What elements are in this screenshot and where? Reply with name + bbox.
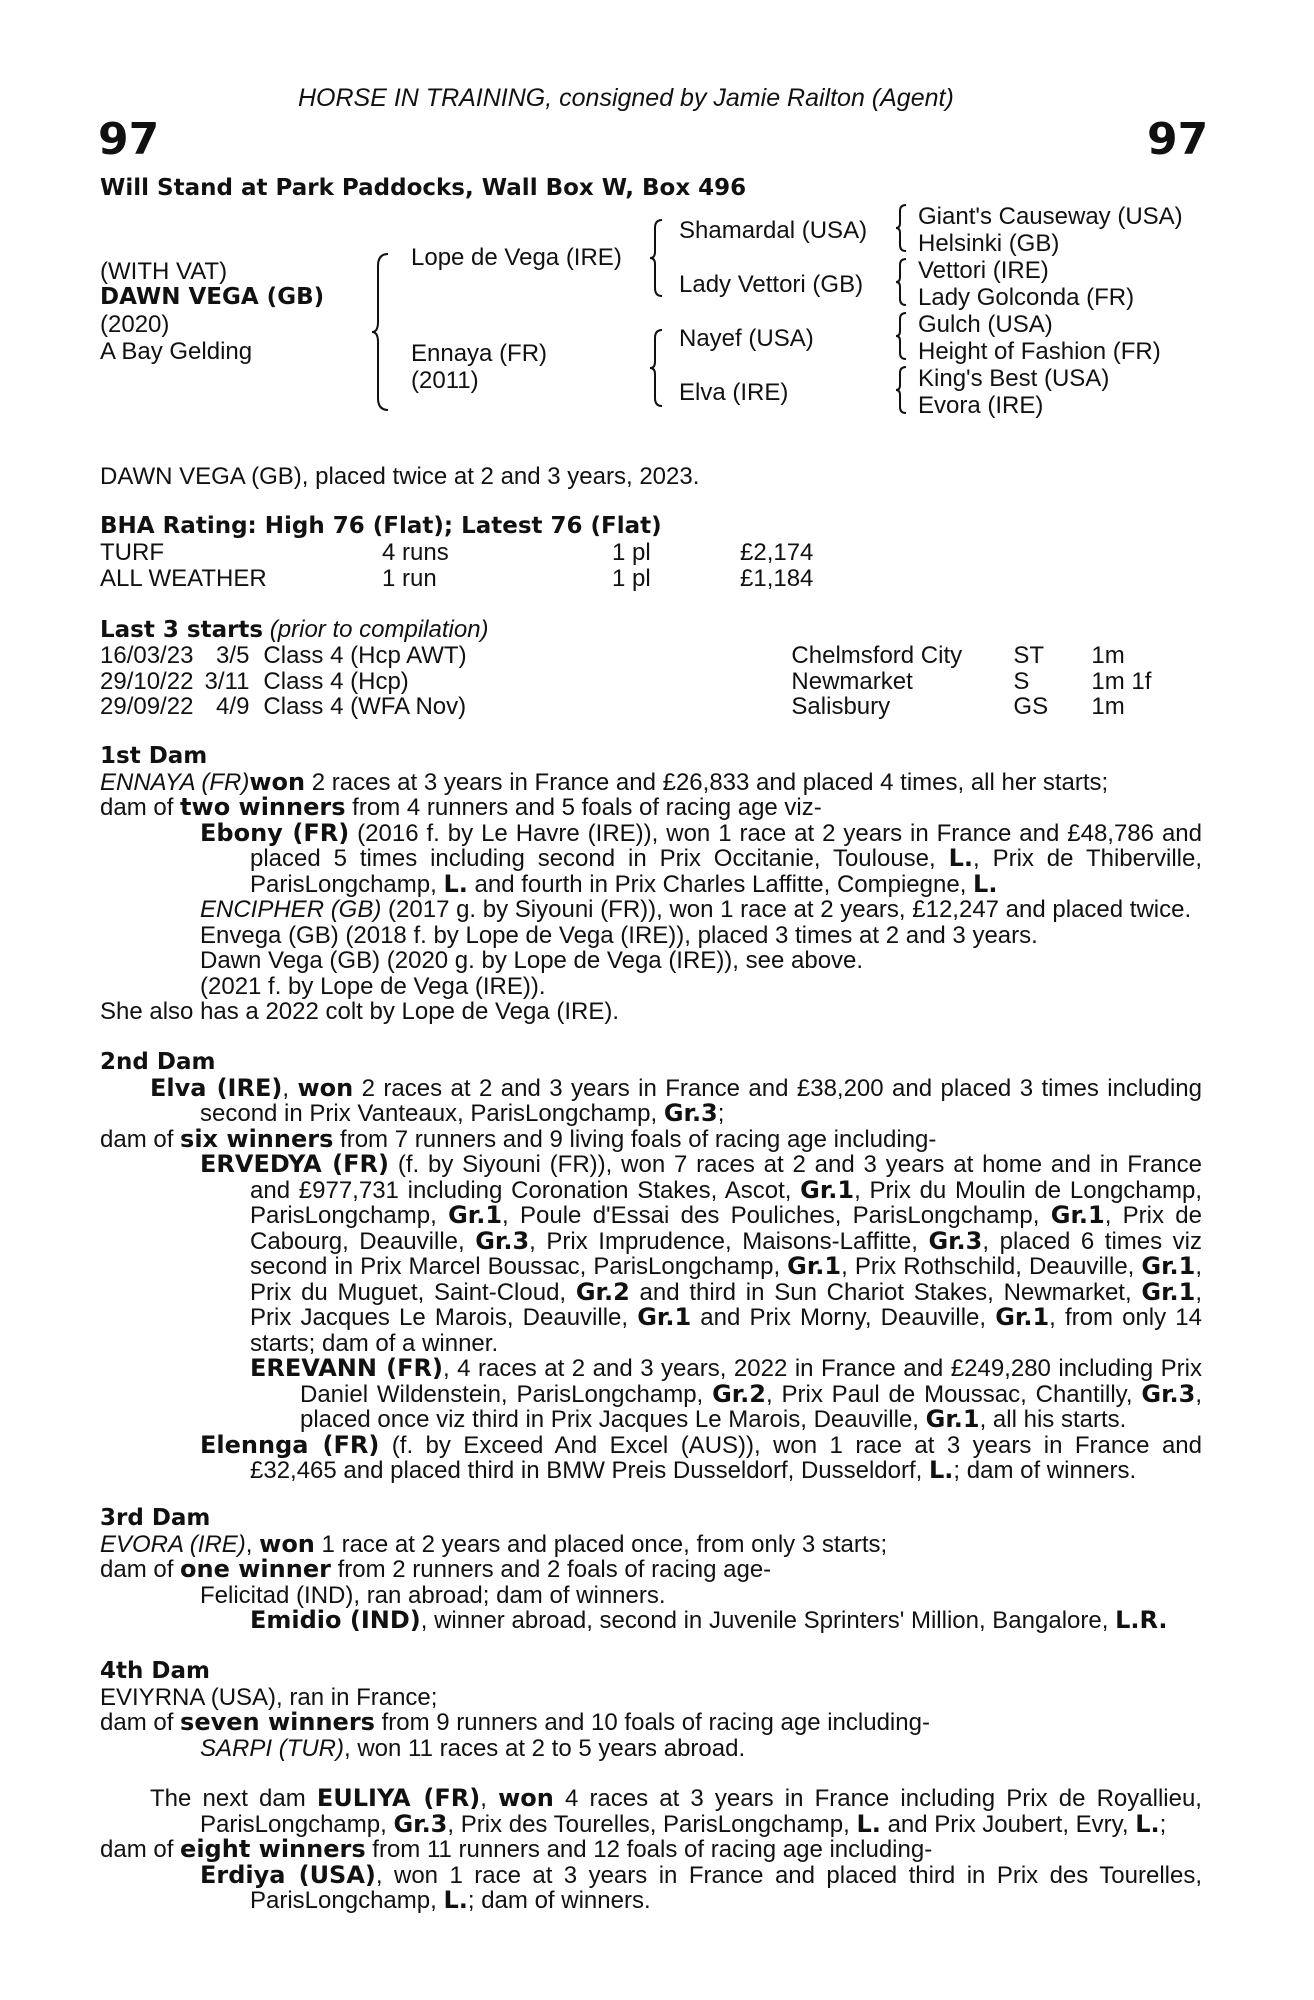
start-date: 29/09/22: [100, 693, 194, 720]
race-grade: L.: [948, 844, 974, 872]
start-date: 16/03/23: [100, 642, 194, 669]
second-dam-record: Elva (IRE), won 2 races at 2 and 3 years in France and £38,200 and placed 3 times including second in Prix Vanteaux, ParisLongchamp, Gr.3;: [150, 1073, 1202, 1127]
text: and Prix Joubert, Evry,: [880, 1810, 1136, 1838]
race-grade: Gr.3: [475, 1226, 530, 1255]
last-starts-heading: [100, 617, 489, 644]
won-label: won: [249, 767, 306, 796]
rating-surface: ALL WEATHER: [100, 564, 267, 592]
start-course: Chelmsford City: [791, 642, 963, 669]
first-dam-produce-intro: [100, 795, 1202, 821]
pedigree-dam-dam: Elva (IRE): [679, 379, 789, 406]
second-dam-title: 2nd Dam: [100, 1049, 216, 1075]
third-dam-record: EVORA (IRE), won 1 race at 2 years and placed once, from only 3 starts;: [100, 1529, 888, 1558]
race-grade: Gr.3: [393, 1809, 448, 1838]
text: (f. by Exceed And Excel (AUS)), won 1 race at 3 years in France and £32,465 and placed third in BMW Preis Dusseldorf, Dusseldorf,: [250, 1431, 1202, 1484]
winners-count: eight winners: [180, 1835, 366, 1863]
race-grade: Gr.3: [928, 1226, 983, 1255]
pedigree-brace-sire: [648, 218, 666, 298]
produce-envega: Envega (GB) (2018 f. by Lope de Vega (IRE)), placed 3 times at 2 and 3 years.: [200, 921, 1038, 949]
text: (2017 g. by Siyouni (FR)), won 1 race at 2 years, £12,247 and placed twice.: [381, 896, 1192, 923]
won-label: won: [259, 1529, 315, 1558]
race-grade: L.R.: [1115, 1606, 1168, 1634]
rating-runs: 1 run: [382, 564, 437, 592]
text: , winner abroad, second in Juvenile Sprinters' Million, Bangalore,: [420, 1607, 1116, 1634]
pedigree-dam-sire: Nayef (USA): [679, 325, 814, 352]
start-course: Newmarket: [791, 667, 913, 695]
text: from 9 runners and 10 foals of racing age including-: [374, 1709, 930, 1736]
start-course: Salisbury: [791, 693, 891, 720]
fourth-dam-produce-intro: [100, 1710, 1202, 1736]
last-starts-table: [100, 643, 1151, 720]
horse-description: A Bay Gelding: [100, 338, 253, 365]
produce-sarpi: [100, 1736, 1202, 1762]
dam-name: Elva (IRE): [150, 1073, 283, 1102]
produce-2021: (2021 f. by Lope de Vega (IRE)).: [200, 972, 546, 1000]
text: , Prix du Moulin de Longchamp, ParisLongchamp,: [250, 1176, 1202, 1229]
pedigree-g8: Evora (IRE): [918, 392, 1044, 419]
text: 2 races at 2 and 3 years in France and £38,200 and placed 3 times including second in Prix Vanteaux, ParisLongchamp,: [200, 1074, 1202, 1127]
start-distance: 1m 1f: [1091, 667, 1152, 695]
race-grade: L.: [1135, 1809, 1160, 1838]
text: (f. by Siyouni (FR)), won 7 races at 2 and 3 years at home and in France and £977,731 including Coronation Stakes, Ascot,: [250, 1151, 1202, 1204]
lot-number-left: 97: [98, 114, 160, 165]
pedigree-sire-sire: Shamardal (USA): [679, 217, 868, 244]
rating-row-turf: [100, 540, 813, 566]
text: , Prix Rothschild, Deauville,: [841, 1253, 1142, 1280]
text: , won 1 race at 3 years in France and placed third in Prix des Tourelles, ParisLongchamp,: [250, 1861, 1202, 1914]
pedigree-sire: Lope de Vega (IRE): [411, 244, 622, 271]
text: and fourth in Prix Charles Laffitte, Compiegne,: [467, 870, 974, 898]
rating-surface: TURF: [100, 539, 164, 566]
pedigree-g5: Gulch (USA): [918, 311, 1053, 338]
race-grade: Gr.1: [637, 1303, 692, 1331]
dam-name: EVORA (IRE): [100, 1530, 246, 1558]
produce-name: ENCIPHER (GB): [200, 896, 382, 923]
pedigree-dam-year: (2011): [411, 367, 479, 394]
last-starts-note: (prior to compilation): [269, 616, 489, 643]
produce-elennga: [100, 1430, 1202, 1484]
race-grade: L.: [929, 1456, 954, 1484]
second-dam-section: [100, 1050, 1202, 1484]
pedigree-g7: King's Best (USA): [918, 365, 1110, 392]
start-position: 3/5: [216, 642, 250, 669]
dam-name: EULIYA (FR): [316, 1784, 481, 1812]
race-grade: L.: [443, 1886, 468, 1914]
race-grade: L.: [443, 869, 468, 898]
race-grade: Gr.3: [1141, 1379, 1196, 1408]
text: , Prix Imprudence, Maisons-Laffitte,: [529, 1227, 929, 1255]
text: dam of: [100, 794, 181, 821]
rating-money: £1,184: [740, 564, 814, 592]
text: , placed 6 times viz second in Prix Marcel Boussac, ParisLongchamp,: [250, 1227, 1203, 1280]
third-dam-section: [100, 1506, 1202, 1634]
pedigree-brace-main: [370, 252, 392, 412]
produce-ebony: [100, 818, 1202, 898]
rating-placed: 1 pl: [612, 564, 651, 592]
bha-rating-title: BHA Rating: High 76 (Flat); Latest 76 (Flat): [100, 513, 662, 539]
first-dam-record: [100, 767, 1202, 796]
rating-placed: 1 pl: [612, 539, 651, 566]
produce-name: Ebony (FR): [200, 818, 350, 847]
start-date: 29/10/22: [100, 667, 194, 695]
race-grade: Gr.1: [1141, 1252, 1196, 1280]
race-grade: Gr.3: [663, 1099, 718, 1127]
produce-erdiya: [100, 1860, 1202, 1914]
text: , all his starts.: [979, 1406, 1127, 1433]
pedigree-g1: Giant's Causeway (USA): [918, 203, 1183, 230]
fourth-dam-record: EVIYRNA (USA), ran in France;: [100, 1683, 438, 1711]
text: ; dam of winners.: [467, 1887, 651, 1914]
next-dam-section: [100, 1786, 1202, 1914]
race-grade: L.: [973, 869, 998, 898]
text: , Prix de Cabourg, Deauville,: [250, 1202, 1202, 1255]
race-grade: Gr.1: [1141, 1277, 1196, 1306]
vat-note: (WITH VAT): [100, 258, 228, 285]
text: , placed once viz third in Prix Jacques Le Marois, Deauville,: [300, 1380, 1202, 1433]
text: , won 11 races at 2 to 5 years abroad.: [344, 1734, 746, 1762]
start-distance: 1m: [1091, 642, 1125, 669]
race-grade: Gr.1: [448, 1201, 503, 1229]
produce-name: EREVANN (FR): [250, 1354, 443, 1382]
race-grade: Gr.2: [575, 1277, 630, 1306]
text: 4 races at 3 years in France including Prix de Royallieu, ParisLongchamp,: [200, 1785, 1202, 1838]
first-dam-title: 1st Dam: [100, 743, 208, 769]
start-position: 4/9: [216, 693, 250, 720]
winners-count: six winners: [180, 1124, 334, 1153]
produce-encipher: [100, 897, 1202, 923]
start-distance: 1m: [1091, 693, 1125, 720]
text: , 4 races at 2 and 3 years, 2022 in France and £249,280 including Prix Daniel Wildenstein, ParisLongchamp,: [300, 1355, 1202, 1408]
winners-count: two winners: [180, 793, 346, 821]
fourth-dam-title: 4th Dam: [100, 1658, 210, 1684]
text: 1 race at 2 years and placed once, from only 3 starts;: [314, 1530, 888, 1558]
text: and third in Sun Chariot Stakes, Newmarket,: [629, 1278, 1142, 1306]
text: , Prix du Muguet, Saint-Cloud,: [250, 1253, 1202, 1306]
won-label: won: [498, 1784, 554, 1812]
start-race: Class 4 (Hcp): [263, 667, 409, 695]
text: ; dam of winners.: [953, 1457, 1137, 1484]
pedigree-brace-dam: [648, 328, 666, 408]
produce-name: SARPI (TUR): [200, 1734, 344, 1762]
start-position: 3/11: [204, 667, 250, 695]
race-summary: DAWN VEGA (GB), placed twice at 2 and 3 years, 2023.: [100, 463, 700, 490]
first-dam-also: She also has a 2022 colt by Lope de Vega (IRE).: [100, 998, 620, 1025]
start-row: [100, 694, 1151, 720]
pedigree-g6: Height of Fashion (FR): [918, 338, 1161, 365]
text: from 7 runners and 9 living foals of racing age including-: [333, 1125, 937, 1153]
start-going: ST: [1013, 642, 1045, 669]
text: dam of: [100, 1836, 181, 1863]
produce-ervedya: [100, 1152, 1202, 1356]
third-dam-produce-intro: [100, 1557, 1202, 1583]
dam-name: ENNAYA (FR): [100, 768, 250, 796]
pedigree-dam: Ennaya (FR): [411, 340, 548, 367]
pedigree-g2: Helsinki (GB): [918, 230, 1060, 257]
text: , Poule d'Essai des Pouliches, ParisLongchamp,: [502, 1202, 1051, 1229]
text: dam of: [100, 1709, 181, 1736]
start-going: S: [1013, 667, 1030, 695]
race-grade: L.: [856, 1809, 881, 1838]
pedigree-brace-g3: [894, 311, 910, 361]
rating-money: £2,174: [740, 539, 814, 566]
second-dam-produce-intro: [100, 1124, 1202, 1153]
pedigree-brace-g2: [894, 257, 910, 307]
race-grade: Gr.1: [995, 1303, 1050, 1331]
text: , Prix Jacques Le Marois, Deauville,: [250, 1278, 1202, 1331]
pedigree-brace-g1: [894, 203, 910, 253]
text: from 11 runners and 12 foals of racing age including-: [365, 1836, 933, 1863]
third-dam-title: 3rd Dam: [100, 1505, 211, 1531]
horse-name: DAWN VEGA (GB): [100, 284, 325, 310]
start-going: GS: [1013, 693, 1049, 720]
produce-name: Emidio (IND): [250, 1606, 421, 1634]
stand-location: Will Stand at Park Paddocks, Wall Box W, Box 496: [100, 175, 747, 201]
race-grade: Gr.1: [925, 1405, 980, 1433]
rating-runs: 4 runs: [382, 539, 449, 566]
text: from 4 runners and 5 foals of racing age viz-: [345, 794, 822, 821]
pedigree-brace-g4: [894, 365, 910, 415]
text: (2016 f. by Le Havre (IRE)), won 1 race at 2 years in France and £48,786 and placed 5 times including second in Prix Occitanie, Toulouse,: [250, 819, 1202, 872]
start-row: [100, 669, 1151, 695]
produce-name: ERVEDYA (FR): [200, 1150, 389, 1178]
won-label: won: [297, 1073, 354, 1102]
winners-count: one winner: [180, 1555, 331, 1583]
next-dam-record: [100, 1786, 1202, 1837]
race-grade: Gr.1: [787, 1252, 842, 1280]
text: , Prix Paul de Moussac, Chantilly,: [766, 1380, 1142, 1408]
fourth-dam-section: [100, 1659, 1202, 1761]
race-grade: Gr.1: [1050, 1201, 1105, 1229]
produce-felicitad: Felicitad (IND), ran abroad; dam of winners.: [200, 1581, 666, 1609]
text: ,: [480, 1785, 499, 1812]
text: from 2 runners and 2 foals of racing age-: [330, 1556, 772, 1583]
produce-name: Elennga (FR): [200, 1430, 380, 1459]
start-race: Class 4 (Hcp AWT): [263, 642, 467, 669]
pedigree-sire-dam: Lady Vettori (GB): [679, 271, 864, 298]
text: dam of: [100, 1125, 181, 1153]
produce-emidio: [100, 1608, 1202, 1634]
catalogue-subtitle: HORSE IN TRAINING, consigned by Jamie Railton (Agent): [298, 84, 954, 112]
start-race: Class 4 (WFA Nov): [263, 693, 467, 720]
text: , from only 14 starts; dam of a winner.: [250, 1304, 1202, 1357]
text: dam of: [100, 1556, 181, 1583]
rating-table: [100, 540, 813, 591]
text: , Prix de Thiberville, ParisLongchamp,: [250, 845, 1202, 898]
text: The next dam: [150, 1785, 317, 1812]
dam-record-text: 2 races at 3 years in France and £26,833 and placed 4 times, all her starts;: [305, 768, 1109, 796]
foaling-year: (2020): [100, 311, 170, 338]
produce-erevann: [100, 1356, 1202, 1433]
text: , Prix des Tourelles, ParisLongchamp,: [447, 1810, 857, 1838]
winners-count: seven winners: [180, 1708, 375, 1736]
race-grade: Gr.2: [712, 1379, 766, 1408]
pedigree-g3: Vettori (IRE): [918, 257, 1049, 284]
text: ;: [1159, 1810, 1167, 1838]
produce-name: Erdiya (USA): [200, 1860, 376, 1889]
next-dam-produce-intro: [100, 1837, 1202, 1863]
race-grade: Gr.1: [800, 1175, 855, 1204]
produce-dawn-vega: Dawn Vega (GB) (2020 g. by Lope de Vega (IRE)), see above.: [200, 947, 864, 974]
rating-row-aw: [100, 566, 813, 592]
start-row: [100, 643, 1151, 669]
pedigree-g4: Lady Golconda (FR): [918, 284, 1135, 311]
first-dam-section: [100, 744, 1202, 1025]
text: and Prix Morny, Deauville,: [691, 1304, 996, 1331]
lot-number-right: 97: [1147, 114, 1209, 165]
last-starts-title: Last 3 starts: [100, 617, 264, 643]
